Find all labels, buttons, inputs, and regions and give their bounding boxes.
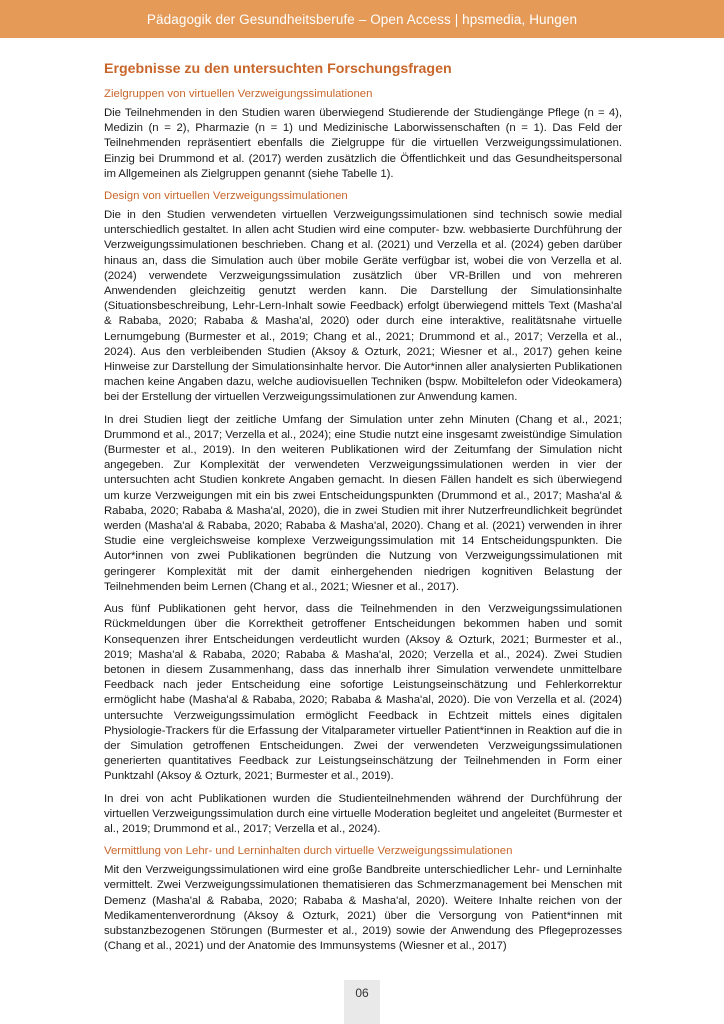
paragraph: Aus fünf Publikationen geht hervor, dass die Teilnehmenden in den Verzweigungssimulationen Rückmeldungen über die Korrektheit getroffener Entscheidungen bekommen haben und somit Konsequenzen ihrer Entscheidungen verdeutlicht wurden (Aksoy & Ozturk, 2021; Burmester et al., 2019; Masha'al & Rababa, 2020; Rababa & Masha'al, 2020; Verzella et al., 2024). Zwei Studien betonen in diesem Zusammenhang, dass das innerhalb ihrer Simulation verwendete unmittelbare Feedback nach jeder Entscheidung eine sofortige Leistungseinschätzung und Fehlerkorrektur ermöglicht habe (Masha'al & Rababa, 2020; Rababa & Masha'al, 2020). Die von Verzella et al. (2024) untersuchte Verzweigungssimulation ermöglicht Feedback in Echtzeit mittels eines digitalen Physiologie-Trackers für die Erfassung der Vitalparameter virtueller Patient*innen in Reaktion auf die in der Simulation getroffenen Entscheidungen. Zwei der verwendeten Verzweigungssimulationen generierten quantitatives Feedback zur Leistungseinschätzung der Teilnehmenden in Form einer Punktzahl (Aksoy & Ozturk, 2021; Burmester et al., 2019). (104, 603, 622, 783)
paragraph: In drei von acht Publikationen wurden die Studienteilnehmenden während der Durchführung der virtuellen Verzweigungssimulation durch eine virtuelle Moderation begleitet und angeleitet (Burmester et al., 2019; Drummond et al., 2017; Verzella et al., 2024). (104, 792, 622, 835)
paragraph: In drei Studien liegt der zeitliche Umfang der Simulation unter zehn Minuten (Chang et al., 2021; Drummond et al., 2017; Verzella et al., 2024); eine Studie nutzt eine insgesamt zweistündige Simulation (Burmester et al., 2019). In den weiteren Publikationen wird der Zeitumfang der Simulation nicht angegeben. Zur Komplexität der verwendeten Verzweigungssimulationen werden in vier der untersuchten acht Studien konkrete Angaben gemacht. In diesen Fällen handelt es sich überwiegend um kurze Verzweigungen mit ein bis zwei Entscheidungspunkten (Drummond et al., 2017; Masha'al & Rababa, 2020; Rababa & Masha'al, 2020), die in zwei Studien mit ihrer Nutzerfreundlichkeit begründet werden (Masha'al & Rababa, 2020; Rababa & Masha'al, 2020). Chang et al. (2021) verwenden in ihrer Studie eine vergleichsweise komplexe Verzweigungssimulation mit 14 Entscheidungspunkten. Die Autor*innen von zwei Publikationen begründen die Nutzung von Verzweigungssimulationen mit geringerer Komplexität mit der damit einhergehenden niedrigen kognitiven Belastung der Teilnehmenden beim Lernen (Chang et al., 2021; Wiesner et al., 2017). (104, 413, 622, 593)
article-body (104, 60, 622, 961)
running-header (0, 0, 724, 38)
page-number-label: 06 (355, 986, 369, 1000)
subsection-heading-target-groups: Zielgruppen von virtuellen Verzweigungssimulationen (104, 88, 373, 100)
subsection-heading-content: Vermittlung von Lehr- und Lerninhalten durch virtuelle Verzweigungssimulationen (104, 845, 513, 858)
paragraph: Die in den Studien verwendeten virtuellen Verzweigungssimulationen sind technisch sowie medial unterschiedlich gestaltet. In allen acht Studien wird eine computer- bzw. webbasierte Durchführung der Verzweigungssimulationen beschrieben. Chang et al. (2021) und Verzella et al. (2024) geben darüber hinaus an, dass die Simulation auch über mobile Geräte verfügbar ist, wobei die von Verzella et al. (2024) verwendete Verzweigungssimulation zusätzlich über VR-Brillen und von mehreren Anwendenden gleichzeitig genutzt werden kann. Die Darstellung der Simulationsinhalte (Situationsbeschreibung, Lehr-Lern-Inhalt sowie Feedback) erfolgt überwiegend mittels Text (Masha'al & Rababa, 2020; Rababa & Masha'al, 2020) oder durch eine interaktive, realitätsnahe virtuelle Lernumgebung (Burmester et al., 2019; Chang et al., 2021; Drummond et al., 2017; Verzella et al., 2024). Aus den verbleibenden Studien (Aksoy & Ozturk, 2021; Wiesner et al., 2017) gehen keine Hinweise zur Darstellung der Simulationsinhalte hervor. Die Autor*innen aller analysierten Publikationen machen keine Angaben dazu, welche audiovisuellen Techniken (bspw. Mobiltelefon oder Videokamera) bei der Erstellung der virtuellen Verzweigungssimulationen zur Anwendung kamen. (104, 209, 622, 404)
paragraph: Die Teilnehmenden in den Studien waren überwiegend Studierende der Studiengänge Pflege (n = 4), Medizin (n = 2), Pharmazie (n = 1) und Medizinische Laborwissenschaften (n = 1). Das Feld der Teilnehmenden repräsentiert ebenfalls die Zielgruppe für die virtuellen Verzweigungssimulationen. Einzig bei Drummond et al. (2017) werden zusätzlich die Öffentlichkeit und das Gesundheitspersonal im Allgemeinen als Zielgruppen genannt (siehe Tabelle 1). (104, 107, 622, 180)
section-title: Ergebnisse zu den untersuchten Forschungsfragen (104, 61, 452, 77)
header-title: Pädagogik der Gesundheitsberufe – Open Access | hpsmedia, Hungen (146, 11, 578, 27)
paragraph: Mit den Verzweigungssimulationen wird eine große Bandbreite unterschiedlicher Lehr- und Lerninhalte vermittelt. Zwei Verzweigungssimulationen thematisieren das Schmerzmanagement bei Menschen mit Demenz (Masha'al & Rababa, 2020; Rababa & Masha'al, 2020). Weitere Inhalte reichen von der Medikamentenverordnung (Aksoy & Ozturk, 2021) über die Versorgung von Patient*innen mit substanzbezogenen Störungen (Burmester et al., 2019) sowie der Anwendung des Pflegeprozesses (Chang et al., 2021) und der Anatomie des Immunsystems (Wiesner et al., 2017) (104, 864, 622, 953)
page-number (344, 980, 380, 1024)
subsection-heading-design: Design von virtuellen Verzweigungssimulationen (104, 190, 348, 203)
